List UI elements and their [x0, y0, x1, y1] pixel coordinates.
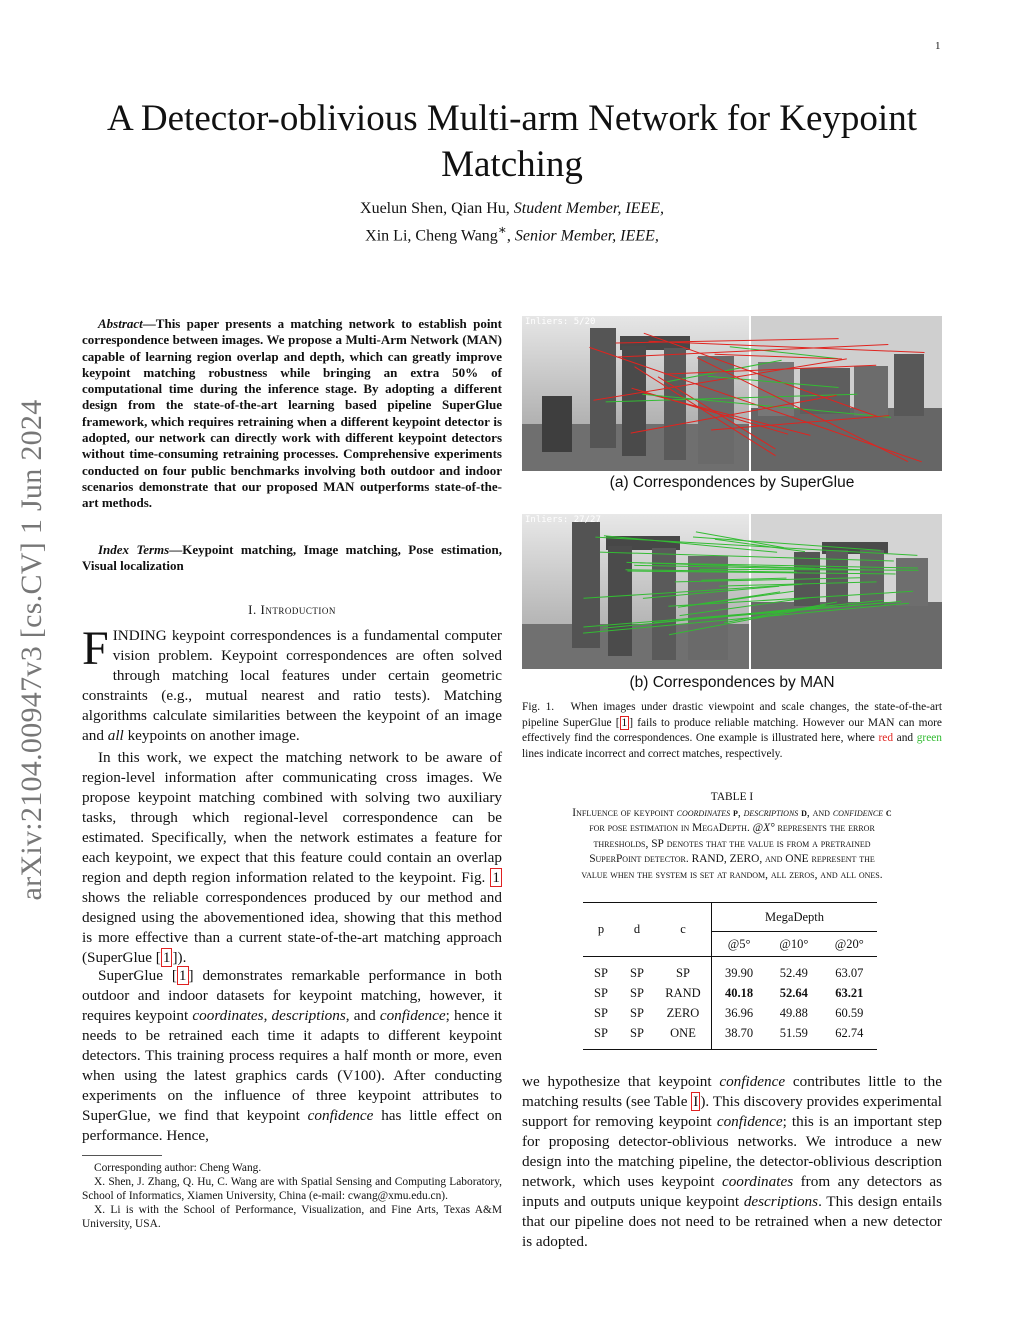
cell-d: SP [630, 965, 644, 980]
intro-p4-text-b: contributes little to the matching results (see Table [522, 1073, 942, 1110]
header-at5: @5° [727, 936, 751, 951]
tc-l4c: and [765, 853, 783, 866]
intro-paragraph-4 [522, 1072, 942, 1252]
table-ref-link[interactable]: I [693, 1093, 699, 1110]
caption-text: When images under drastic viewpoint and scale changes, the state-of-the-art pipeline SuperGlue [ [522, 701, 942, 729]
intro-p1-end: keypoints on another image. [127, 727, 300, 744]
section-heading [82, 602, 502, 618]
tc-l3b: SP [651, 837, 664, 850]
subcaption-b: (b) Correspondences by MAN [629, 674, 835, 691]
cell-at5: 36.96 [725, 1005, 754, 1020]
emph-confidence: confidence [719, 1073, 786, 1090]
stonehenge-pair-b [522, 514, 942, 669]
header-d: d [633, 922, 641, 936]
caption-red-word: red [878, 732, 894, 744]
table-caption-line-1 [522, 806, 942, 822]
intro-p3-text-b: ] demonstrates remarkable performance in both outdoor and indoor datasets for keypoint matching, however, it requires keypoint [82, 967, 502, 1024]
header-at20: @20° [834, 936, 864, 951]
author-role-1: Student Member, IEEE, [513, 200, 664, 217]
intro-paragraph-2 [82, 748, 502, 968]
corresponding-star: ∗ [497, 222, 507, 237]
cell-at20: 62.74 [835, 1025, 864, 1040]
emph-descriptions: descriptions [271, 1007, 346, 1024]
intro-p2-text: In this work, we expect the matching network to be aware of region-level information after communicating cross images. We propose keypoint matching combined with solving two auxiliary tasks, through which regional-level correspondence can be estimated. Specifically, when the network estimates a feature for each keypoint, we expect that this feature could contain an overlap region and depth region information related to the keypoint. Fig. [82, 749, 502, 886]
footnote-affiliation-2: X. Li is with the School of Performance, Visualization, and Fine Arts, Texas A&M University, USA. [82, 1204, 502, 1230]
figure-image-man [522, 514, 942, 669]
abstract-label: Abstract [98, 316, 143, 331]
caption-text-c: lines indicate incorrect and correct matches, respectively. [522, 747, 783, 760]
inlier-overlay-a: Inliers: 5/20 [525, 317, 596, 327]
citation-link[interactable]: 1 [162, 949, 171, 966]
figure-caption [522, 700, 942, 762]
emph-coordinates: coordinates [721, 1173, 794, 1190]
cell-at20: 60.59 [835, 1005, 864, 1020]
intro-p2-text-b: shows the reliable correspondences produced by our method and designed using the abovementioned idea, showing that this method is more effective than a current state-of-the-art matching approach (SuperGlue [ [82, 889, 502, 966]
table-caption-line-3 [522, 837, 942, 853]
tc-l3a: thresholds, [593, 837, 649, 850]
cell-c: RAND [655, 983, 712, 1003]
arxiv-id: arXiv:2104.00947v3 [cs.CV] 1 Jun 2024 [15, 399, 48, 901]
intro-p3-text-c: ; hence it needs to be retrained each time it adapts to different keypoint detectors. This training process requires a half month or more, even when using the latest graphics cards (V100). After conducting experiments on the influence of three keypoint attributes to SuperGlue, we find that keypoint [82, 1007, 503, 1124]
index-terms: Index Terms—Keypoint matching, Image matching, Pose estimation, Visual localization [82, 542, 502, 574]
intro-p4-text-f: . This design entails that our pipeline does not need to be retrained when a new detector is adopted. [522, 1193, 942, 1250]
tc-l1i: c [885, 806, 892, 819]
table-row [583, 983, 877, 1003]
cell-d: SP [630, 985, 644, 1000]
author-role-2: Senior Member, IEEE, [514, 227, 659, 245]
tc-l4e: represent the [811, 853, 875, 866]
cell-p: SP [594, 1005, 608, 1020]
caption-and: and [896, 732, 914, 744]
cell-p: SP [594, 985, 608, 1000]
intro-p4-text-c: ). This discovery provides experimental support for removing keypoint [522, 1093, 942, 1130]
index-terms-text: Keypoint matching, Image matching, Pose estimation, Visual localization [82, 542, 502, 574]
drop-cap: F [82, 622, 109, 675]
cell-c: SP [655, 957, 712, 984]
author-line-2: Xin Li, Cheng Wang∗, Senior Member, IEEE, [365, 222, 659, 245]
index-terms-label: Index Terms [98, 542, 170, 557]
subcaption-a: (a) Correspondences by SuperGlue [609, 474, 855, 491]
footnote-rule [82, 1155, 162, 1156]
emph-descriptions: descriptions [743, 1193, 819, 1210]
header-megadepth: MegaDepth [712, 903, 878, 932]
caption-green-word: green [916, 732, 942, 744]
table-caption [522, 790, 942, 884]
section-number: I. [248, 602, 257, 617]
emph-confidence: confidence [716, 1113, 783, 1130]
cell-p: SP [594, 1025, 608, 1040]
tc-l1f: d [801, 806, 807, 819]
tc-l1d: , [737, 806, 741, 819]
page-number: 1 [935, 40, 941, 52]
abstract-text: This paper presents a matching network to establish point correspondence between images. We propose a Multi-Arm Network (MAN) capable of learning region overlap and depth, which can greatly improve keypoint matching robustness while bringing an extra 50% of computational time during the inference stage. By adopting a different design from the state-of-the-art learning based pipeline SuperGlue framework, which requires retraining when a different keypoint detector is adopted, our network can directly work with different keypoint detectors without time-consuming retraining processes. Comprehensive experiments conducted on four public benchmarks involving both outdoor and indoor scenarios demonstrate that our proposed MAN outperforms state-of-the-art methods. [82, 316, 502, 511]
caption-text-b: ] fails to produce reliable matching. However our MAN can more effectively find the correspondences. One example is illustrated here, where [522, 716, 942, 744]
table-row [583, 1003, 877, 1023]
cell-p: SP [594, 965, 608, 980]
abstract: Abstract—This paper presents a matching network to establish point correspondence between images. We propose a Multi-Arm Network (MAN) capable of learning region overlap and depth, which can greatly improve keypoint matching robustness while bringing an extra 50% of computational time during the inference stage. By adopting a different design from the state-of-the-art learning based pipeline SuperGlue framework, which requires retraining when a different keypoint detector is adopted, our network can directly work with different keypoint detectors without time-consuming retraining processes. Comprehensive experiments conducted on four public benchmarks involving both outdoor and indoor scenarios demonstrate that our proposed MAN outperforms state-of-the-art methods. [82, 316, 502, 511]
cell-d: SP [630, 1025, 644, 1040]
intro-p4-text-e: from any detectors as inputs and outputs unique keypoint [522, 1173, 943, 1210]
tc-l4a: SuperPoint detector. [589, 853, 689, 866]
table-caption-line-5: value when the system is set at random, all zeros, and all ones. [581, 868, 883, 881]
cell-c: ZERO [655, 1003, 712, 1023]
figure-label: Fig. 1. [522, 701, 555, 713]
intro-p1-text: INDING keypoint correspondences is a fundamental computer vision problem. Keypoint correspondences are often solved through matching local features under certain geometric constraints (e.g., mutual nearest and ratio tests). Matching algorithms calculate similarities between the keypoint of an image and [82, 627, 502, 744]
cell-at5-best: 40.18 [725, 985, 754, 1000]
intro-p3-text-d: has little effect on performance. Hence, [82, 1107, 503, 1144]
tc-l1h: confidence [832, 806, 884, 819]
inlier-overlay-b: Inliers: 27/27 [525, 515, 601, 525]
author-names-1: Xuelun Shen, Qian Hu, [360, 200, 510, 217]
intro-p3-text: SuperGlue [ [98, 967, 177, 984]
tc-l4d: ONE [785, 853, 809, 866]
footnote-affiliation-1: X. Shen, J. Zhang, Q. Hu, C. Wang are with Spatial Sensing and Computing Laboratory, School of Informatics, Xiamen University, China (e-mail: cwang@xmu.edu.cn). [82, 1176, 502, 1202]
emph-coordinates: coordinates [192, 1007, 264, 1024]
figure-image-superglue [522, 316, 942, 471]
arxiv-stamp [12, 370, 52, 930]
emph-confidence: confidence [379, 1007, 446, 1024]
cell-at5: 38.70 [725, 1025, 754, 1040]
footnote-corresponding: Corresponding author: Cheng Wang. [94, 1162, 262, 1174]
table-label: TABLE I [710, 791, 754, 803]
section-title: Introduction [260, 602, 336, 617]
tc-l4b: RAND, ZERO, [691, 853, 763, 866]
footnotes [82, 1161, 502, 1231]
tc-l2a: for pose estimation in MegaDepth. [589, 822, 750, 835]
tc-l1c: p [733, 806, 738, 819]
emph-confidence: confidence [307, 1107, 374, 1124]
intro-p4-text-d: ; this is an important step for proposing detector-oblivious networks. We introduce a new design into the matching pipeline, the detector-oblivious description network, which uses keypoint [522, 1113, 942, 1190]
tc-l1b: coordinates [676, 806, 731, 819]
paper-title: A Detector-oblivious Multi-arm Network for Keypoint Matching [106, 98, 917, 185]
cell-at5: 39.90 [725, 965, 754, 980]
results-table [583, 902, 877, 1050]
header-at10: @10° [779, 936, 809, 951]
intro-paragraph-3 [82, 966, 502, 1146]
cell-at10-best: 52.64 [779, 985, 808, 1000]
table-caption-line-2 [522, 821, 942, 837]
header-c: c [655, 903, 712, 957]
citation-link[interactable]: 1 [178, 967, 187, 984]
author-line-1 [100, 200, 924, 218]
cell-at20: 63.07 [835, 965, 864, 980]
tc-l1a: Influence of keypoint [572, 806, 674, 819]
cell-d: SP [630, 1005, 644, 1020]
intro-p3-and: , and [345, 1007, 376, 1024]
cell-at20-best: 63.21 [835, 985, 864, 1000]
cell-c: ONE [655, 1023, 712, 1050]
table-header-row-1 [583, 903, 877, 932]
fig-ref-link[interactable]: 1 [492, 869, 501, 886]
tc-l1g: , and [806, 806, 830, 819]
header-p: p [597, 922, 605, 936]
intro-p1-emph: all [107, 727, 124, 744]
tc-l3c: denotes that the value is from a pretrained [666, 837, 871, 850]
intro-p3-comma: , [263, 1007, 268, 1024]
stonehenge-pair-a [522, 316, 942, 471]
cell-at10: 52.49 [779, 965, 808, 980]
intro-paragraph-1 [82, 622, 502, 746]
cell-at10: 49.88 [779, 1005, 808, 1020]
citation-link[interactable]: 1 [621, 716, 628, 729]
cell-at10: 51.59 [779, 1025, 808, 1040]
table-row [583, 1023, 877, 1050]
table-row [583, 957, 877, 984]
tc-l2b: @X° [752, 822, 775, 835]
author-names-2: Xin Li, Cheng Wang [365, 227, 498, 245]
tc-l1e: descriptions [743, 806, 799, 819]
intro-p2-text-c: ]). [172, 949, 187, 966]
table-caption-line-4 [522, 852, 942, 868]
intro-p4-text: we hypothesize that keypoint [522, 1073, 712, 1090]
tc-l2c: represents the error [777, 822, 875, 835]
